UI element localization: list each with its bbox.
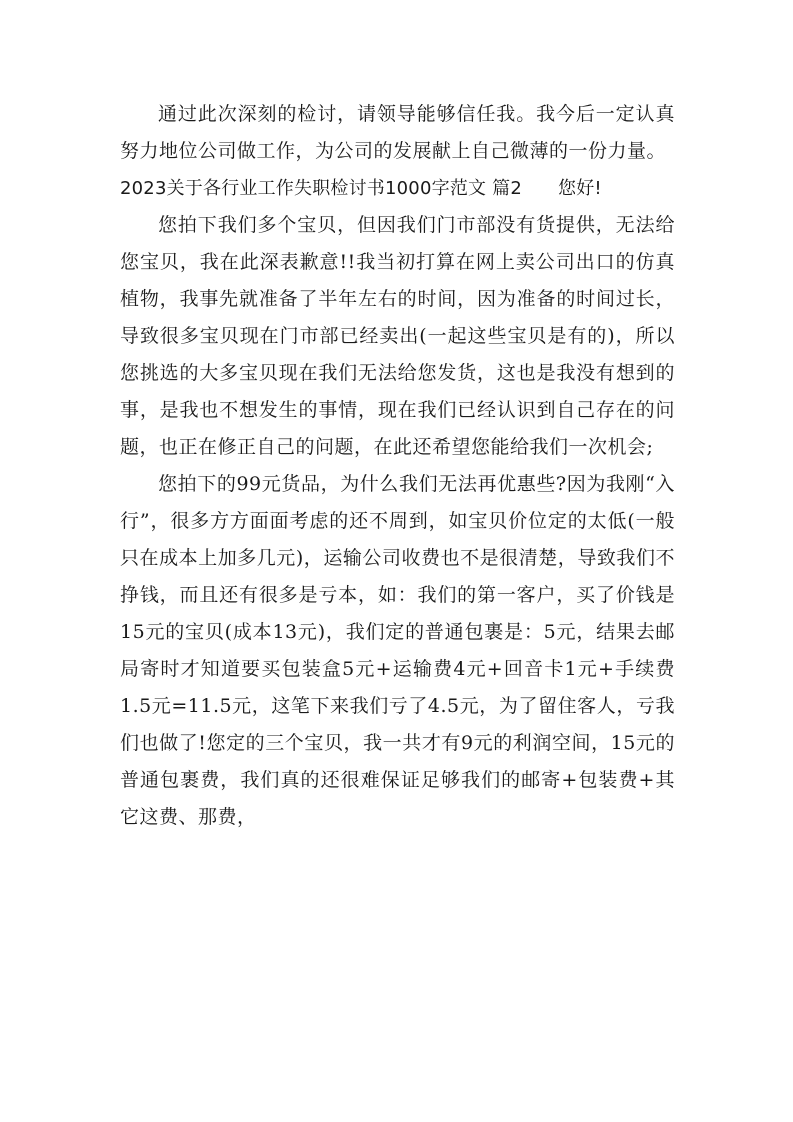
body-paragraph-apology: 您拍下我们多个宝贝，但因我们门市部没有货提供，无法给您宝贝，我在此深表歉意!!我当初打算在网上卖公司出口的仿真植物，我事先就准备了半年左右的时间，因为准备的时间过长，导致很多宝贝现在门市部已经卖出(一起这些宝贝是有的)，所以您挑选的大多宝贝现在我们无法给您发货，这也是我没有想到的事，是我也不想发生的事情，现在我们已经认识到自己存在的问题，也正在修正自己的问题，在此还希望您能给我们一次机会; — [120, 214, 675, 458]
greeting: 您好! — [558, 178, 602, 199]
closing-paragraph: 通过此次深刻的检讨，请领导能够信任我。我今后一定认真努力地位公司做工作，为公司的发展献上自己微薄的一份力量。 — [120, 103, 675, 162]
section-title: 2023关于各行业工作失职检讨书1000字范文 篇2 — [120, 178, 522, 199]
body-paragraph-pricing: 您拍下的99元货品，为什么我们无法再优惠些?因为我刚“入行”，很多方方面面考虑的还不周到，如宝贝价位定的太低(一般只在成本上加多几元)，运输公司收费也不是很清楚，导致我们不挣钱，而且还有很多是亏本，如：我们的第一客户，买了价钱是15元的宝贝(成本13元)，我们定的普通包裹是：5元，结果去邮局寄时才知道要买包装盒5元+运输费4元+回音卡1元+手续费1.5元=11.5元，这笔下来我们亏了4.5元，为了留住客人，亏我们也做了!您定的三个宝贝，我一共才有9元的利润空间，15元的普通包裹费，我们真的还很难保证足够我们的邮寄+包装费+其它这费、那费， — [120, 473, 675, 828]
section-heading — [120, 170, 675, 207]
document-page — [120, 96, 675, 836]
